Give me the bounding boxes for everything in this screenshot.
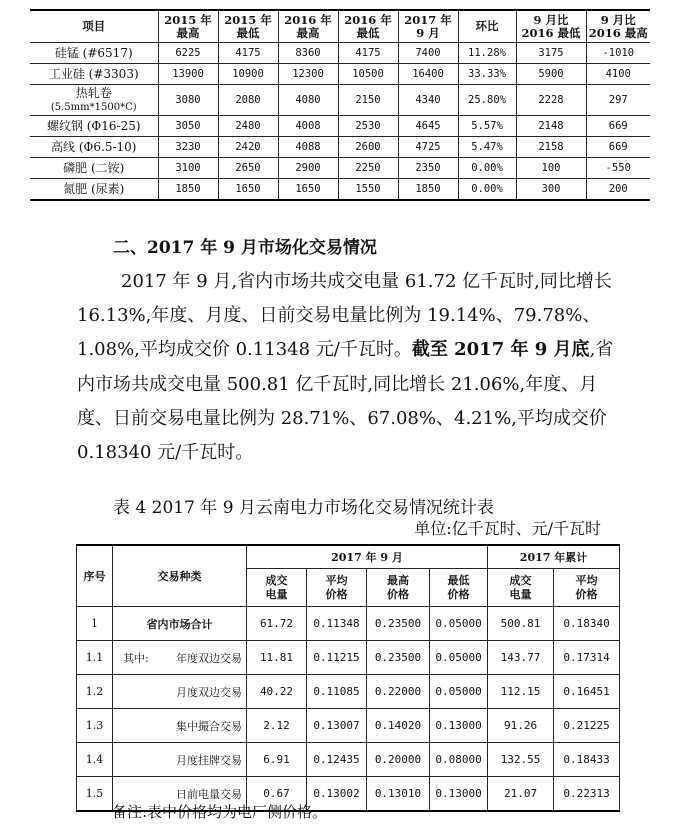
- table-caption: 表 4 2017 年 9 月云南电力市场化交易情况统计表: [113, 498, 494, 518]
- row-type: 其中: 年度双边交易: [113, 641, 247, 675]
- table-row: [77, 709, 620, 743]
- cell: -1010: [586, 43, 650, 64]
- header-volume: 成交 电量: [247, 569, 307, 607]
- cell: 3050: [158, 116, 218, 137]
- cell: 2158: [516, 137, 586, 158]
- cell: 0.05000: [430, 675, 488, 709]
- price-table-header: [30, 10, 650, 43]
- cell: 143.77: [488, 641, 554, 675]
- header-max-price: 最高 价格: [367, 569, 430, 607]
- table-note: 备注:表中价格均为电厂侧价格。: [112, 803, 328, 821]
- table-row: [30, 137, 650, 158]
- cell: 2150: [338, 85, 398, 116]
- cell: 297: [586, 85, 650, 116]
- cell: 5.57%: [458, 116, 516, 137]
- table-row: [77, 675, 620, 709]
- cell: 0.13007: [307, 709, 367, 743]
- header-2015-low: 2015 年 最低: [218, 10, 278, 43]
- cell: 0.13002: [307, 777, 367, 812]
- table-row: [30, 179, 650, 201]
- cell: 1650: [218, 179, 278, 201]
- row-type: 日前电量交易: [113, 777, 247, 812]
- header-avg-price: 平均 价格: [307, 569, 367, 607]
- cell: 0.18433: [554, 743, 620, 777]
- cell: 2250: [338, 158, 398, 179]
- cell: 25.80%: [458, 85, 516, 116]
- row-name: 热轧卷 (5.5mm*1500*C): [30, 85, 158, 116]
- table-row: [30, 158, 650, 179]
- cell: 0.18340: [554, 607, 620, 641]
- cell: 0.67: [247, 777, 307, 812]
- cell: 1550: [338, 179, 398, 201]
- header-mom: 环比: [458, 10, 516, 43]
- paragraph-bold: 截至 2017 年 9 月底: [411, 339, 590, 361]
- cell: 12300: [278, 64, 338, 85]
- cell: 3175: [516, 43, 586, 64]
- cell: 132.55: [488, 743, 554, 777]
- cell: 300: [516, 179, 586, 201]
- row-type: 月度挂牌交易: [113, 743, 247, 777]
- table-row: [77, 641, 620, 675]
- cell: 0.11348: [307, 607, 367, 641]
- cell: 5.47%: [458, 137, 516, 158]
- row-name: 螺纹钢 (Φ16-25): [30, 116, 158, 137]
- cell: 2900: [278, 158, 338, 179]
- cell: 4008: [278, 116, 338, 137]
- trading-table-header: [77, 545, 620, 569]
- cell: 0.22000: [367, 675, 430, 709]
- header-month-group: 2017 年 9 月: [247, 545, 488, 569]
- cell: 4175: [218, 43, 278, 64]
- header-index: 序号: [77, 545, 113, 607]
- cell: 2.12: [247, 709, 307, 743]
- cell: 5900: [516, 64, 586, 85]
- row-name: 工业硅 (#3303): [30, 64, 158, 85]
- header-vs-2016-low: 9 月比 2016 最低: [516, 10, 586, 43]
- cell: 11.28%: [458, 43, 516, 64]
- cell: 0.16451: [554, 675, 620, 709]
- cell: 10500: [338, 64, 398, 85]
- cell: 6.91: [247, 743, 307, 777]
- cell: 0.00%: [458, 158, 516, 179]
- cell: 4645: [398, 116, 458, 137]
- cell: 100: [516, 158, 586, 179]
- header-ytd-volume: 成交 电量: [488, 569, 554, 607]
- header-2016-high: 2016 年 最高: [278, 10, 338, 43]
- cell: 61.72: [247, 607, 307, 641]
- body-paragraph: [77, 265, 622, 470]
- cell: 1850: [398, 179, 458, 201]
- table-row: [77, 607, 620, 641]
- cell: 0.00%: [458, 179, 516, 201]
- cell: 0.11215: [307, 641, 367, 675]
- header-min-price: 最低 价格: [430, 569, 488, 607]
- trading-table: [76, 544, 620, 812]
- header-item: 项目: [30, 10, 158, 43]
- section-title: 二、2017 年 9 月市场化交易情况: [113, 238, 377, 258]
- header-type: 交易种类: [113, 545, 247, 607]
- cell: 112.15: [488, 675, 554, 709]
- row-type: 集中撮合交易: [113, 709, 247, 743]
- table-row: [77, 743, 620, 777]
- cell: 500.81: [488, 607, 554, 641]
- cell: 0.14020: [367, 709, 430, 743]
- table-row: [30, 116, 650, 137]
- row-index: 1: [77, 607, 113, 641]
- cell: 6225: [158, 43, 218, 64]
- cell: 0.13000: [430, 777, 488, 812]
- row-index: 1.1: [77, 641, 113, 675]
- table-row: [30, 85, 650, 116]
- row-index: 1.2: [77, 675, 113, 709]
- cell: 2420: [218, 137, 278, 158]
- cell: 2480: [218, 116, 278, 137]
- cell: 0.23500: [367, 607, 430, 641]
- cell: 2600: [338, 137, 398, 158]
- row-name: 氮肥 (尿素): [30, 179, 158, 201]
- cell: 4100: [586, 64, 650, 85]
- cell: 4725: [398, 137, 458, 158]
- cell: 669: [586, 137, 650, 158]
- cell: 8360: [278, 43, 338, 64]
- row-name: 高线 (Φ6.5-10): [30, 137, 158, 158]
- row-index: 1.4: [77, 743, 113, 777]
- cell: 91.26: [488, 709, 554, 743]
- cell: 0.13000: [430, 709, 488, 743]
- cell: 0.13010: [367, 777, 430, 812]
- cell: 4340: [398, 85, 458, 116]
- header-ytd-avg-price: 平均 价格: [554, 569, 620, 607]
- cell: -550: [586, 158, 650, 179]
- header-2017-sep: 2017 年 9 月: [398, 10, 458, 43]
- cell: 2228: [516, 85, 586, 116]
- cell: 3080: [158, 85, 218, 116]
- cell: 7400: [398, 43, 458, 64]
- cell: 200: [586, 179, 650, 201]
- cell: 10900: [218, 64, 278, 85]
- header-2015-high: 2015 年 最高: [158, 10, 218, 43]
- cell: 33.33%: [458, 64, 516, 85]
- cell: 11.81: [247, 641, 307, 675]
- cell: 0.12435: [307, 743, 367, 777]
- row-name: 磷肥 (二铵): [30, 158, 158, 179]
- table-row: [30, 43, 650, 64]
- price-table: [30, 9, 650, 201]
- cell: 2350: [398, 158, 458, 179]
- cell: 13900: [158, 64, 218, 85]
- row-type: 省内市场合计: [113, 607, 247, 641]
- cell: 2650: [218, 158, 278, 179]
- cell: 0.11085: [307, 675, 367, 709]
- cell: 0.20000: [367, 743, 430, 777]
- cell: 4080: [278, 85, 338, 116]
- unit-label: 单位:亿千瓦时、元/千瓦时: [414, 519, 601, 538]
- cell: 1850: [158, 179, 218, 201]
- row-index: 1.3: [77, 709, 113, 743]
- cell: 40.22: [247, 675, 307, 709]
- cell: 3230: [158, 137, 218, 158]
- cell: 0.21225: [554, 709, 620, 743]
- cell: 0.05000: [430, 607, 488, 641]
- header-ytd-group: 2017 年累计: [488, 545, 620, 569]
- row-index: 1.5: [77, 777, 113, 812]
- cell: 0.23500: [367, 641, 430, 675]
- cell: 4175: [338, 43, 398, 64]
- cell: 0.08000: [430, 743, 488, 777]
- row-name: 硅锰 (#6517): [30, 43, 158, 64]
- cell: 21.07: [488, 777, 554, 812]
- cell: 669: [586, 116, 650, 137]
- cell: 0.22313: [554, 777, 620, 812]
- cell: 2148: [516, 116, 586, 137]
- row-prefix: 其中:: [123, 651, 149, 665]
- table-row: [30, 64, 650, 85]
- header-2016-low: 2016 年 最低: [338, 10, 398, 43]
- header-vs-2016-high: 9 月比 2016 最高: [586, 10, 650, 43]
- row-type: 月度双边交易: [113, 675, 247, 709]
- cell: 0.05000: [430, 641, 488, 675]
- cell: 0.17314: [554, 641, 620, 675]
- cell: 16400: [398, 64, 458, 85]
- cell: 1650: [278, 179, 338, 201]
- cell: 4088: [278, 137, 338, 158]
- cell: 3100: [158, 158, 218, 179]
- cell: 2530: [338, 116, 398, 137]
- paragraph-text: 2017 年 9 月,省内市场共成交电量 61.72 亿千瓦时,同比增长 16.13%,年度、月度、日前交易电量比例为 19.14%、79.78%、1.08%,平均成交价 0.11348 元/千瓦时。截至 2017 年 9 月底,省内市场共成交电量 500.81 亿千瓦时,同比增长 21.06%,年度、月度、日前交易电量比例为 28.71%、67.08%、4.21%,平均成交价 0.18340 元/千瓦时。: [77, 271, 614, 464]
- cell: 2080: [218, 85, 278, 116]
